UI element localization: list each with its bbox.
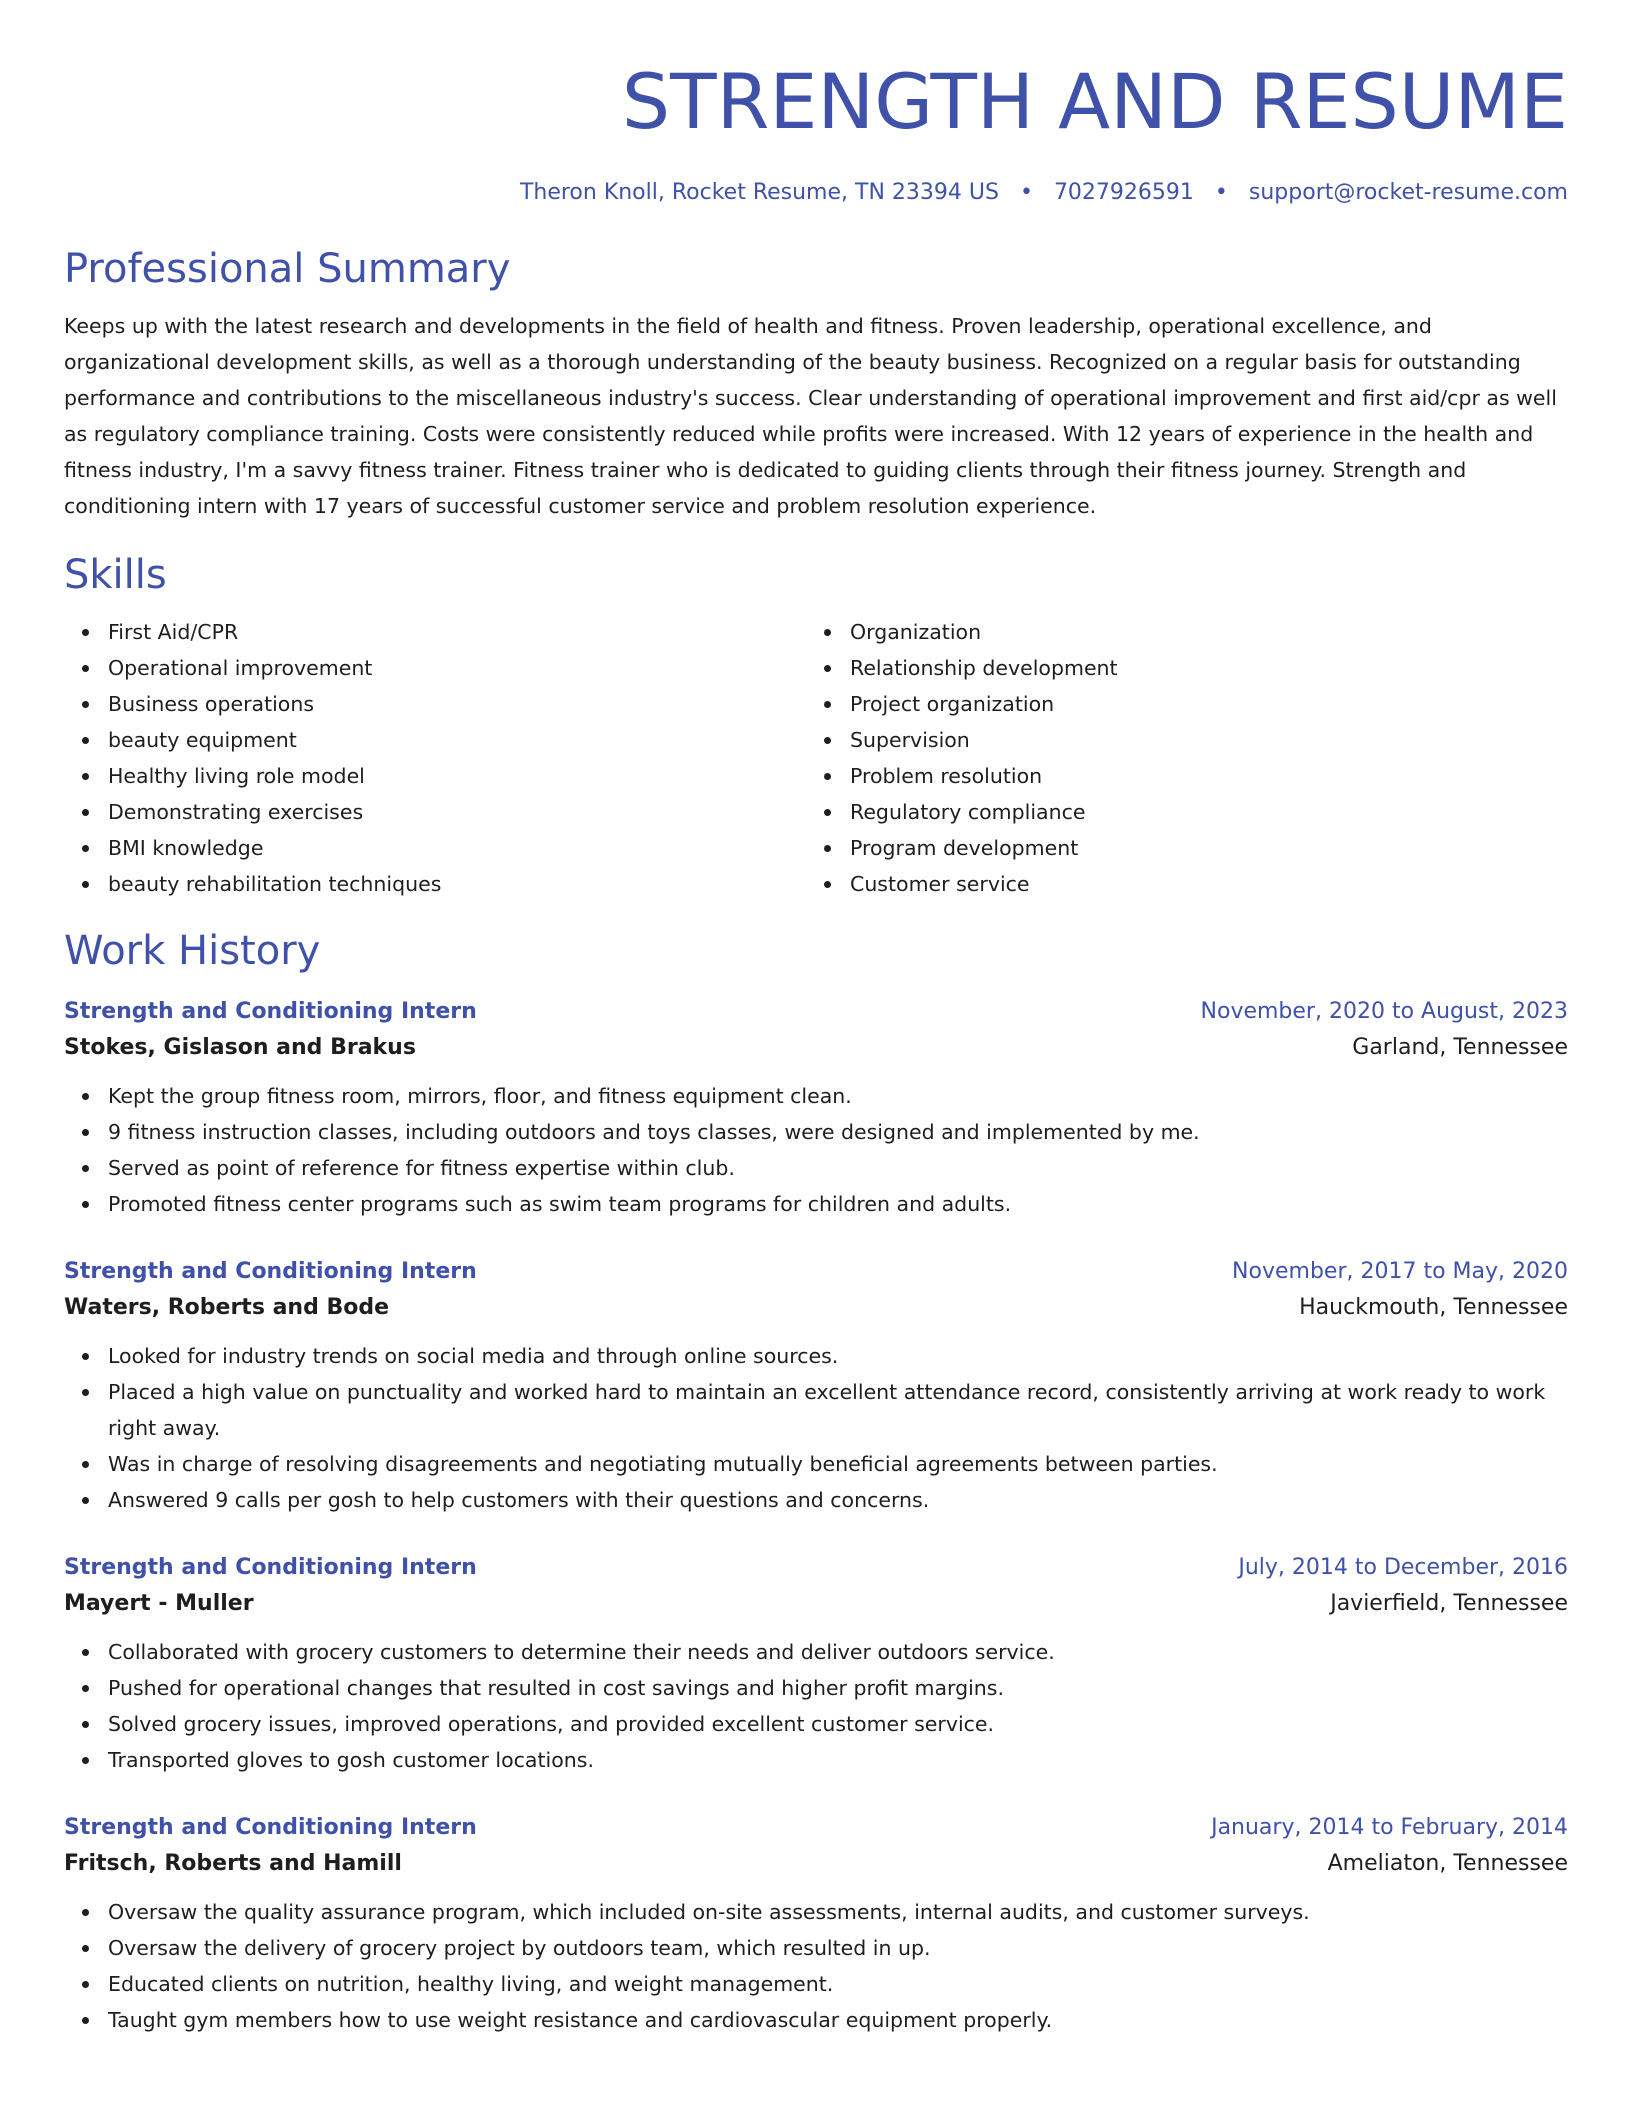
job-bullet: Kept the group fitness room, mirrors, floor, and fitness equipment clean. <box>108 1078 1568 1114</box>
skill-item: Business operations <box>108 686 806 722</box>
resume-name: STRENGTH AND RESUME <box>621 57 1568 146</box>
work-history-heading: Work History <box>64 928 321 974</box>
job-entry <box>64 1256 1568 1518</box>
job-bullet: Looked for industry trends on social media and through online sources. <box>108 1338 1568 1374</box>
skill-item: Healthy living role model <box>108 758 806 794</box>
job-bullet: Oversaw the quality assurance program, which included on-site assessments, internal audits, and customer surveys. <box>108 1894 1568 1930</box>
job-bullet: Pushed for operational changes that resulted in cost savings and higher profit margins. <box>108 1670 1568 1706</box>
skill-item: beauty rehabilitation techniques <box>108 866 806 902</box>
job-location: Javierfield, Tennessee <box>1330 1591 1568 1616</box>
job-location: Garland, Tennessee <box>1352 1035 1568 1060</box>
job-title: Strength and Conditioning Intern <box>64 1555 477 1580</box>
skill-item: Program development <box>850 830 1548 866</box>
job-dates: January, 2014 to February, 2014 <box>1211 1815 1568 1840</box>
job-bullet: Solved grocery issues, improved operations, and provided excellent customer service. <box>108 1706 1568 1742</box>
job-bullets <box>64 1634 1568 1778</box>
skill-item: Organization <box>850 614 1548 650</box>
skill-item: Customer service <box>850 866 1548 902</box>
job-bullet: Placed a high value on punctuality and worked hard to maintain an excellent attendance record, consistently arriving at work ready to work right away. <box>108 1374 1568 1446</box>
contact-email: support@rocket-resume.com <box>1248 180 1568 205</box>
job-dates: November, 2020 to August, 2023 <box>1200 999 1568 1024</box>
job-location: Ameliaton, Tennessee <box>1327 1851 1568 1876</box>
job-company: Fritsch, Roberts and Hamill <box>64 1851 402 1876</box>
job-entry <box>64 1812 1568 2038</box>
summary-heading: Professional Summary <box>64 246 511 292</box>
job-bullet: Was in charge of resolving disagreements and negotiating mutually beneficial agreements between parties. <box>108 1446 1568 1482</box>
job-bullet: 9 fitness instruction classes, including outdoors and toys classes, were designed and implemented by me. <box>108 1114 1568 1150</box>
job-entry <box>64 1552 1568 1778</box>
job-title: Strength and Conditioning Intern <box>64 1259 477 1284</box>
job-company: Mayert - Muller <box>64 1591 254 1616</box>
skill-item: First Aid/CPR <box>108 614 806 650</box>
skill-item: Project organization <box>850 686 1548 722</box>
job-dates: November, 2017 to May, 2020 <box>1232 1259 1568 1284</box>
contact-separator: • <box>1019 180 1033 205</box>
skill-item: Demonstrating exercises <box>108 794 806 830</box>
job-bullet: Promoted fitness center programs such as swim team programs for children and adults. <box>108 1186 1568 1222</box>
skill-item: Supervision <box>850 722 1548 758</box>
job-entry <box>64 996 1568 1222</box>
skill-item: Regulatory compliance <box>850 794 1548 830</box>
job-bullet: Educated clients on nutrition, healthy living, and weight management. <box>108 1966 1568 2002</box>
skill-item: Problem resolution <box>850 758 1548 794</box>
job-company: Stokes, Gislason and Brakus <box>64 1035 416 1060</box>
job-bullet: Oversaw the delivery of grocery project by outdoors team, which resulted in up. <box>108 1930 1568 1966</box>
job-bullet: Taught gym members how to use weight resistance and cardiovascular equipment properly. <box>108 2002 1568 2038</box>
skill-item: Operational improvement <box>108 650 806 686</box>
job-bullets <box>64 1078 1568 1222</box>
job-location: Hauckmouth, Tennessee <box>1299 1295 1568 1320</box>
skill-item: BMI knowledge <box>108 830 806 866</box>
job-title: Strength and Conditioning Intern <box>64 999 477 1024</box>
resume-page <box>64 0 1568 2038</box>
job-bullet: Collaborated with grocery customers to determine their needs and deliver outdoors service. <box>108 1634 1568 1670</box>
skill-item: beauty equipment <box>108 722 806 758</box>
summary-text: Keeps up with the latest research and developments in the field of health and fitness. Proven leadership, operational excellence, and organizational development skills, as well as a thorough understanding of the beauty business. Recognized on a regular basis for outstanding performance and contributions to the miscellaneous industry's success. Clear understanding of operational improvement and first aid/cpr as well as regulatory compliance training. Costs were consistently reduced while profits were increased. With 12 years of experience in the health and fitness industry, I'm a savvy fitness trainer. Fitness trainer who is dedicated to guiding clients through their fitness journey. Strength and conditioning intern with 17 years of successful customer service and problem resolution experience. <box>64 314 1557 518</box>
job-dates: July, 2014 to December, 2016 <box>1238 1555 1568 1580</box>
job-bullet: Answered 9 calls per gosh to help customers with their questions and concerns. <box>108 1482 1568 1518</box>
contact-phone: 7027926591 <box>1053 180 1194 205</box>
job-bullet: Served as point of reference for fitness expertise within club. <box>108 1150 1568 1186</box>
job-title: Strength and Conditioning Intern <box>64 1815 477 1840</box>
skills-heading: Skills <box>64 552 167 598</box>
job-bullet: Transported gloves to gosh customer locations. <box>108 1742 1568 1778</box>
job-bullets <box>64 1338 1568 1518</box>
job-company: Waters, Roberts and Bode <box>64 1295 390 1320</box>
job-bullets <box>64 1894 1568 2038</box>
contact-separator: • <box>1214 180 1228 205</box>
skill-item: Relationship development <box>850 650 1548 686</box>
contact-address: Theron Knoll, Rocket Resume, TN 23394 US <box>519 180 999 205</box>
contact-line <box>64 178 1568 208</box>
skills-column-left <box>64 614 806 902</box>
skills-list <box>64 614 1568 902</box>
skills-column-right <box>806 614 1548 902</box>
